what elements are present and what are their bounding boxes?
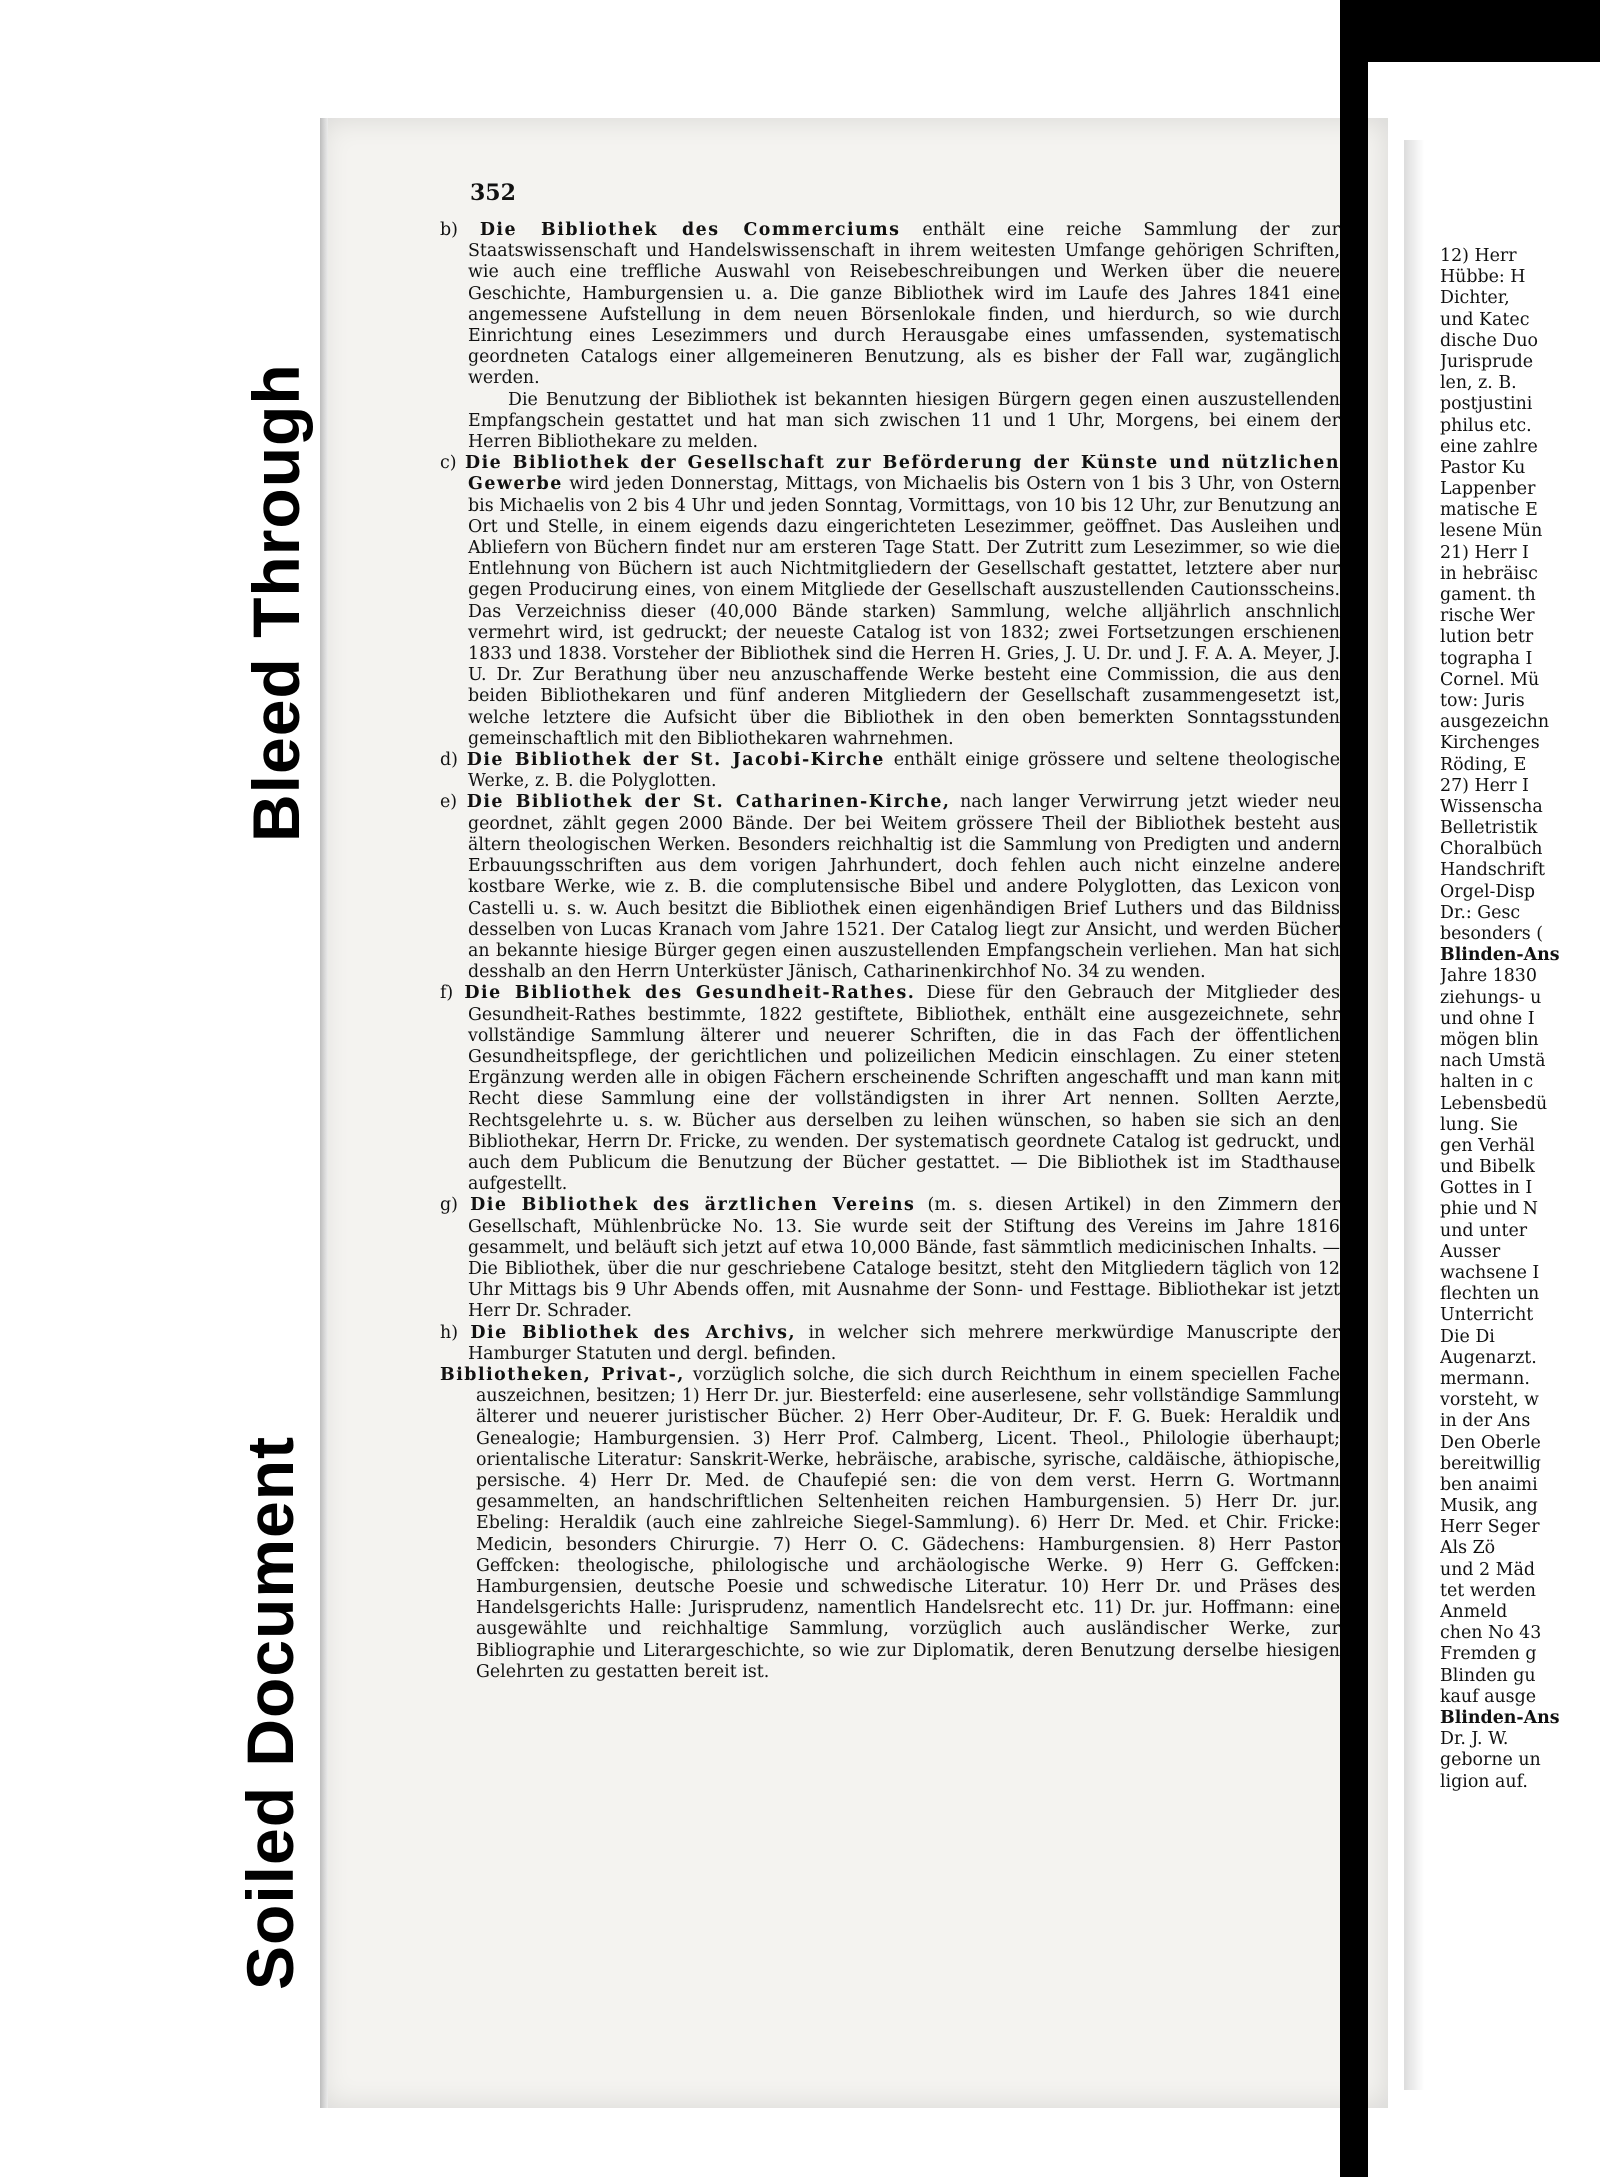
adjacent-line: kauf ausge xyxy=(1440,1686,1536,1707)
main-text-column xyxy=(440,220,1340,1683)
adjacent-line: Cornel. Mü xyxy=(1440,669,1540,690)
entry-heading: Die Bibliothek des Commerciums xyxy=(479,220,901,240)
adjacent-line: Augenarzt. xyxy=(1440,1347,1537,1368)
adjacent-line: Belletristik xyxy=(1440,818,1538,839)
adjacent-line: halten in c xyxy=(1440,1072,1534,1093)
entry-marker: d) xyxy=(440,750,458,771)
adjacent-line: Lappenber xyxy=(1440,479,1536,500)
adjacent-line: ausgezeichn xyxy=(1440,712,1550,733)
adjacent-line: rische Wer xyxy=(1440,606,1535,627)
adjacent-line: Als Zö xyxy=(1440,1538,1496,1559)
adjacent-line: lung. Sie xyxy=(1440,1114,1518,1135)
entry-d xyxy=(440,750,1340,792)
entry-text: enthält einige grössere und seltene theologische Werke, z. B. die Polyglotten. xyxy=(468,750,1341,792)
adjacent-line: phie und N xyxy=(1440,1199,1538,1220)
adjacent-line: nach Umstä xyxy=(1440,1051,1546,1072)
adjacent-line: ziehungs- u xyxy=(1440,987,1542,1008)
adjacent-line: mermann. xyxy=(1440,1368,1530,1389)
adjacent-line: 12) Herr xyxy=(1440,246,1517,266)
entry-text: nach langer Verwirrung jetzt wieder neu geordnet, zählt gegen 2000 Bände. Der bei Weitem grössere Theil der Bibliothek besteht aus ältern theologischen Werken. Besonders reichhaltig ist die Sammlung von Predigten und andern Erbauungsschriften aus dem vorigen Jahrhundert, doch fehlen auch nicht einzelne andere kostbare Werke, wie z. B. die complutensische Bibel und andere Polyglotten, das Lexicon von Castelli u. s. w. Auch besitzt die Bibliothek einen eigenhändigen Brief Luthers und das Bildniss desselben von Lucas Kranach vom Jahre 1521. Der Catalog liegt zur Ansicht, und werden Bücher an bekannte hiesige Bürger gegen einen auszustellenden Empfangschein verliehen. Man hat sich desshalb an den Herrn Unterküster Jänisch, Catharinenkirchhof No. 34 zu wenden. xyxy=(468,792,1341,983)
entry-text: Diese für den Gebrauch der Mitglieder des Gesundheit-Rathes bestimmte, 1822 gestiftete, Bibliothek, enthält eine ausgezeichnete, sehr vollständige Sammlung älterer und neuerer Schriften, die in das Fach der öffentlichen Gesundheitspflege, der gerichtlichen und polizeilichen Medicin einschlagen. Zu einer steten Ergänzung werden alle in obigen Fächern erscheinende Schriften angeschafft und man kann mit Recht diese Sammlung eine der vollständigsten in ihrer Art nennen. Sollten Aerzte, Rechtsgelehrte u. s. w. Bücher aus derselben zu leihen wünschen, so haben sie sich an den Bibliothekar, Herrn Dr. Fricke, zu wenden. Der systematisch geordnete Catalog ist gedruckt, und auch dem Publicum die Benutzung der Bücher gestattet. — Die Bibliothek ist im Stadthause aufgestellt. xyxy=(468,983,1341,1195)
adjacent-line: und 2 Mäd xyxy=(1440,1559,1535,1580)
entry-marker: b) xyxy=(440,220,458,240)
adjacent-line: Orgel-Disp xyxy=(1440,881,1535,902)
entry-b xyxy=(440,220,1340,390)
adjacent-line: Unterricht xyxy=(1440,1305,1534,1326)
adjacent-line: wachsene I xyxy=(1440,1263,1540,1283)
adjacent-line: Jahre 1830 xyxy=(1440,966,1537,987)
adjacent-line: und Bibelk xyxy=(1440,1157,1535,1178)
entry-heading: Die Bibliothek der St. Jacobi-Kirche xyxy=(466,750,885,771)
adjacent-line: und unter xyxy=(1440,1220,1528,1241)
adjacent-page-column xyxy=(1440,246,1600,1793)
adjacent-line: in der Ans xyxy=(1440,1411,1531,1432)
entry-text: wird jeden Donnerstag, Mittags, von Michaelis bis Ostern von 1 bis 3 Uhr, von Ostern bis Michaelis von 2 bis 4 Uhr und jeden Sonntag, Vormittags, von 10 bis 12 Uhr, zur Benutzung an Ort und Stelle, in einem eigends dazu eingerichteten Lesezimmer, geöffnet. Das Ausleihen und Abliefern von Büchern findet nur am ersteren Tage Statt. Der Zutritt zum Lesezimmer, so wie die Entlehnung von Büchern ist auch Nichtmitgliedern der Gesellschaft gestattet, letztere aber nur gegen Producirung eines, von einem Mitgliede der Gesellschaft auszustellenden Cautionsscheins. Das Verzeichniss dieser (40,000 Bände starken) Sammlung, welche alljährlich anschnlich vermehrt wird, ist gedruckt; der neueste Catalog ist von 1832; zwei Fortsetzungen erschienen 1833 und 1838. Vorsteher der Bibliothek sind die Herren H. Gries, J. U. Dr. und J. F. A. A. Meyer, J. U. Dr. Zur Berathung über neu anzuschaffende Werke besteht eine Commission, die aus den beiden Bibliothekaren und fünf anderen Mitgliedern der Gesellschaft zusammengesetzt ist, welche letztere die Aufsicht über die Bibliothek in den oben bemerkten Sonntagsstunden gemeinschaftlich mit den Bibliothekaren wahrnehmen. xyxy=(468,474,1341,749)
adjacent-line: gament. th xyxy=(1440,585,1536,605)
adjacent-line: Musik, ang xyxy=(1440,1496,1538,1517)
adjacent-line: besonders ( xyxy=(1440,924,1543,944)
bleed-through-label: Bleed Through xyxy=(239,363,313,842)
adjacent-line: Herr Seger xyxy=(1440,1517,1540,1538)
adjacent-line: matische E xyxy=(1440,500,1538,521)
entry-f xyxy=(440,983,1340,1195)
adjacent-line: Anmeld xyxy=(1440,1602,1508,1622)
adjacent-line: Pastor Ku xyxy=(1440,457,1526,478)
adjacent-line: gen Verhäl xyxy=(1440,1135,1535,1156)
adjacent-line: len, z. B. xyxy=(1440,373,1517,394)
soiled-document-label: Soiled Document xyxy=(233,1435,307,1990)
adjacent-line: philus etc. xyxy=(1440,415,1532,436)
adjacent-line: Kirchenges xyxy=(1440,733,1540,754)
scan-border-top xyxy=(1340,0,1600,62)
adjacent-line: Jurisprude xyxy=(1440,351,1534,372)
scan-border xyxy=(1340,0,1368,2177)
adjacent-line: Lebensbedü xyxy=(1440,1093,1548,1114)
entry-marker: h) xyxy=(440,1322,458,1343)
adjacent-line: und ohne I xyxy=(1440,1008,1535,1029)
adjacent-line: chen No 43 xyxy=(1440,1623,1542,1644)
entry-text: vorzüglich solche, die sich durch Reichthum in einem speciellen Fache auszeichnen, besitzen; 1) Herr Dr. jur. Biesterfeld: eine auserlesene, sehr vollständige Sammlung älterer und neuerer juristischer Bücher. 2) Herr Ober-Auditeur, Dr. F. G. Buek: Heraldik und Genealogie; Hamburgensien. 3) Herr Prof. Calmberg, Licent. Theol., Philologie überhaupt; orientalische Literatur: Sanskrit-Werke, hebräische, arabische, syrische, caldäische, äthiopische, persische. 4) Herr Dr. Med. de Chaufepié sen: die von dem verst. Herrn G. Wortmann gesammelten, an handschriftlichen Seltenheiten reichen Hamburgensien. 5) Herr Dr. jur. Ebeling: Heraldik (auch eine zahlreiche Siegel-Sammlung). 6) Herr Dr. Med. et Chir. Fricke: Medicin, besonders Chirurgie. 7) Herr O. C. Gädechens: Hamburgensien. 8) Herr Pastor Geffcken: theologische, philologische und archäologische Werke. 9) Herr G. Geffcken: Hamburgensien, deutsche Poesie und schwedische Literatur. 10) Herr Dr. und Präses des Handelsgerichts Halle: Jurisprudenz, namentlich Handelsrecht etc. 11) Dr. jur. Hoffmann: eine ausgewählte und reichhaltige Sammlung, vorzüglich auch ausländischer Werke, zur Bibliographie und Literargeschichte, so wie zur Diplomatik, deren Benutzung derselbe hiesigen Gelehrten zu gestatten bereit ist. xyxy=(476,1364,1340,1682)
entry-heading: Die Bibliothek der St. Catharinen-Kirche, xyxy=(466,792,951,813)
adjacent-line: tet werden xyxy=(1440,1580,1536,1601)
adjacent-line: geborne un xyxy=(1440,1750,1541,1771)
adjacent-line: tow: Juris xyxy=(1440,690,1525,711)
adjacent-line: ben anaimi xyxy=(1440,1474,1538,1495)
adjacent-line: eine zahlre xyxy=(1440,436,1538,457)
adjacent-line: Blinden-Ans xyxy=(1440,945,1560,966)
adjacent-line: ligion auf. xyxy=(1440,1771,1528,1792)
adjacent-line: postjustini xyxy=(1440,394,1533,415)
entry-marker: f) xyxy=(440,983,454,1004)
entry-text: (m. s. diesen Artikel) in den Zimmern der Gesellschaft, Mühlenbrücke No. 13. Sie wurde seit der Stiftung des Vereins im Jahre 1816 gesammelt, und beläuft sich jetzt auf etwa 10,000 Bände, fast sämmtlich medicinischen Inhalts. — Die Bibliothek, über die nur geschriebene Cataloge besitzt, steht den Mitgliedern täglich von 12 Uhr Mittags bis 9 Uhr Abends offen, mit Ausnahme der Sonn- und Festtage. Bibliothekar ist jetzt Herr Dr. Schrader. xyxy=(468,1195,1341,1322)
adjacent-line: lution betr xyxy=(1440,627,1534,648)
adjacent-line: mögen blin xyxy=(1440,1029,1539,1050)
entry-heading: Die Bibliothek des ärztlichen Vereins xyxy=(470,1195,916,1216)
adjacent-line: 21) Herr I xyxy=(1440,542,1529,563)
entry-marker: c) xyxy=(440,453,457,474)
adjacent-line: Dr.: Gesc xyxy=(1440,902,1521,923)
entry-heading: Bibliotheken, Privat-, xyxy=(440,1364,685,1385)
adjacent-line: in hebräisc xyxy=(1440,563,1538,584)
adjacent-line: Die Di xyxy=(1440,1326,1495,1347)
book-spine xyxy=(1404,140,1424,2090)
adjacent-line: tographa I xyxy=(1440,648,1533,669)
entry-heading: Die Bibliothek der Gesellschaft zur Beförderung der Künste und nützlichen Gewerbe xyxy=(465,453,1340,495)
adjacent-line: Dichter, xyxy=(1440,288,1510,309)
adjacent-line: Röding, E xyxy=(1440,754,1527,775)
entry-heading: Die Bibliothek des Archivs, xyxy=(470,1322,797,1343)
entry-marker: g) xyxy=(440,1195,458,1216)
adjacent-line: Hübbe: H xyxy=(1440,267,1526,288)
adjacent-line: lesene Mün xyxy=(1440,521,1543,542)
entry-b-paragraph: Die Benutzung der Bibliothek ist bekannten hiesigen Bürgern gegen einen auszustellenden Empfangschein gestattet und hat man sich zwischen 11 und 1 Uhr, Morgens, bei einem der Herren Bibliothekare zu melden. xyxy=(468,389,1340,453)
page-number: 352 xyxy=(470,180,516,206)
adjacent-line: Den Oberle xyxy=(1440,1432,1541,1453)
adjacent-line: Blinden-Ans xyxy=(1440,1707,1560,1728)
entry-marker: e) xyxy=(440,792,458,813)
adjacent-line: vorsteht, w xyxy=(1440,1390,1539,1411)
entry-text: enthält eine reiche Sammlung der zur Staatswissenschaft und Handelswissenschaft in ihrem weitesten Umfange gehörigen Schriften, wie auch eine treffliche Auswahl von Reisebeschreibungen und Werken über die neuere Geschichte, Hamburgensien u. a. Die ganze Bibliothek wird im Laufe des Jahres 1841 eine angemessene Aufstellung in dem neuen Börsenlokale finden, und hierdurch, so wie durch Einrichtung eines Lesezimmers und durch Herausgabe eines umfassenden, systematisch geordneten Catalogs einer allgemeineren Benutzung, als es bisher der Fall war, zugänglich werden. xyxy=(468,220,1340,389)
entry-e xyxy=(440,792,1340,983)
adjacent-line: Choralbüch xyxy=(1440,839,1543,860)
adjacent-line: Blinden gu xyxy=(1440,1665,1536,1686)
entry-private-libraries xyxy=(440,1365,1340,1683)
adjacent-line: Fremden g xyxy=(1440,1644,1537,1665)
entry-h xyxy=(440,1323,1340,1365)
entry-c xyxy=(440,453,1340,750)
adjacent-line: Dr. J. W. xyxy=(1440,1729,1509,1750)
adjacent-line: Wissenscha xyxy=(1440,796,1543,817)
adjacent-line: dische Duo xyxy=(1440,330,1538,351)
adjacent-line: bereitwillig xyxy=(1440,1453,1541,1474)
adjacent-line: Gottes in I xyxy=(1440,1178,1533,1199)
adjacent-line: Ausser xyxy=(1440,1241,1501,1262)
entry-text: in welcher sich mehrere merkwürdige Manuscripte der Hamburger Statuten und dergl. befinden. xyxy=(468,1322,1341,1364)
adjacent-line: Handschrift xyxy=(1440,860,1546,881)
adjacent-line: 27) Herr I xyxy=(1440,775,1529,796)
page-edge xyxy=(320,118,328,2108)
entry-heading: Die Bibliothek des Gesundheit-Rathes. xyxy=(464,983,916,1004)
adjacent-line: und Katec xyxy=(1440,309,1530,330)
adjacent-line: flechten un xyxy=(1440,1284,1540,1305)
entry-g xyxy=(440,1195,1340,1322)
